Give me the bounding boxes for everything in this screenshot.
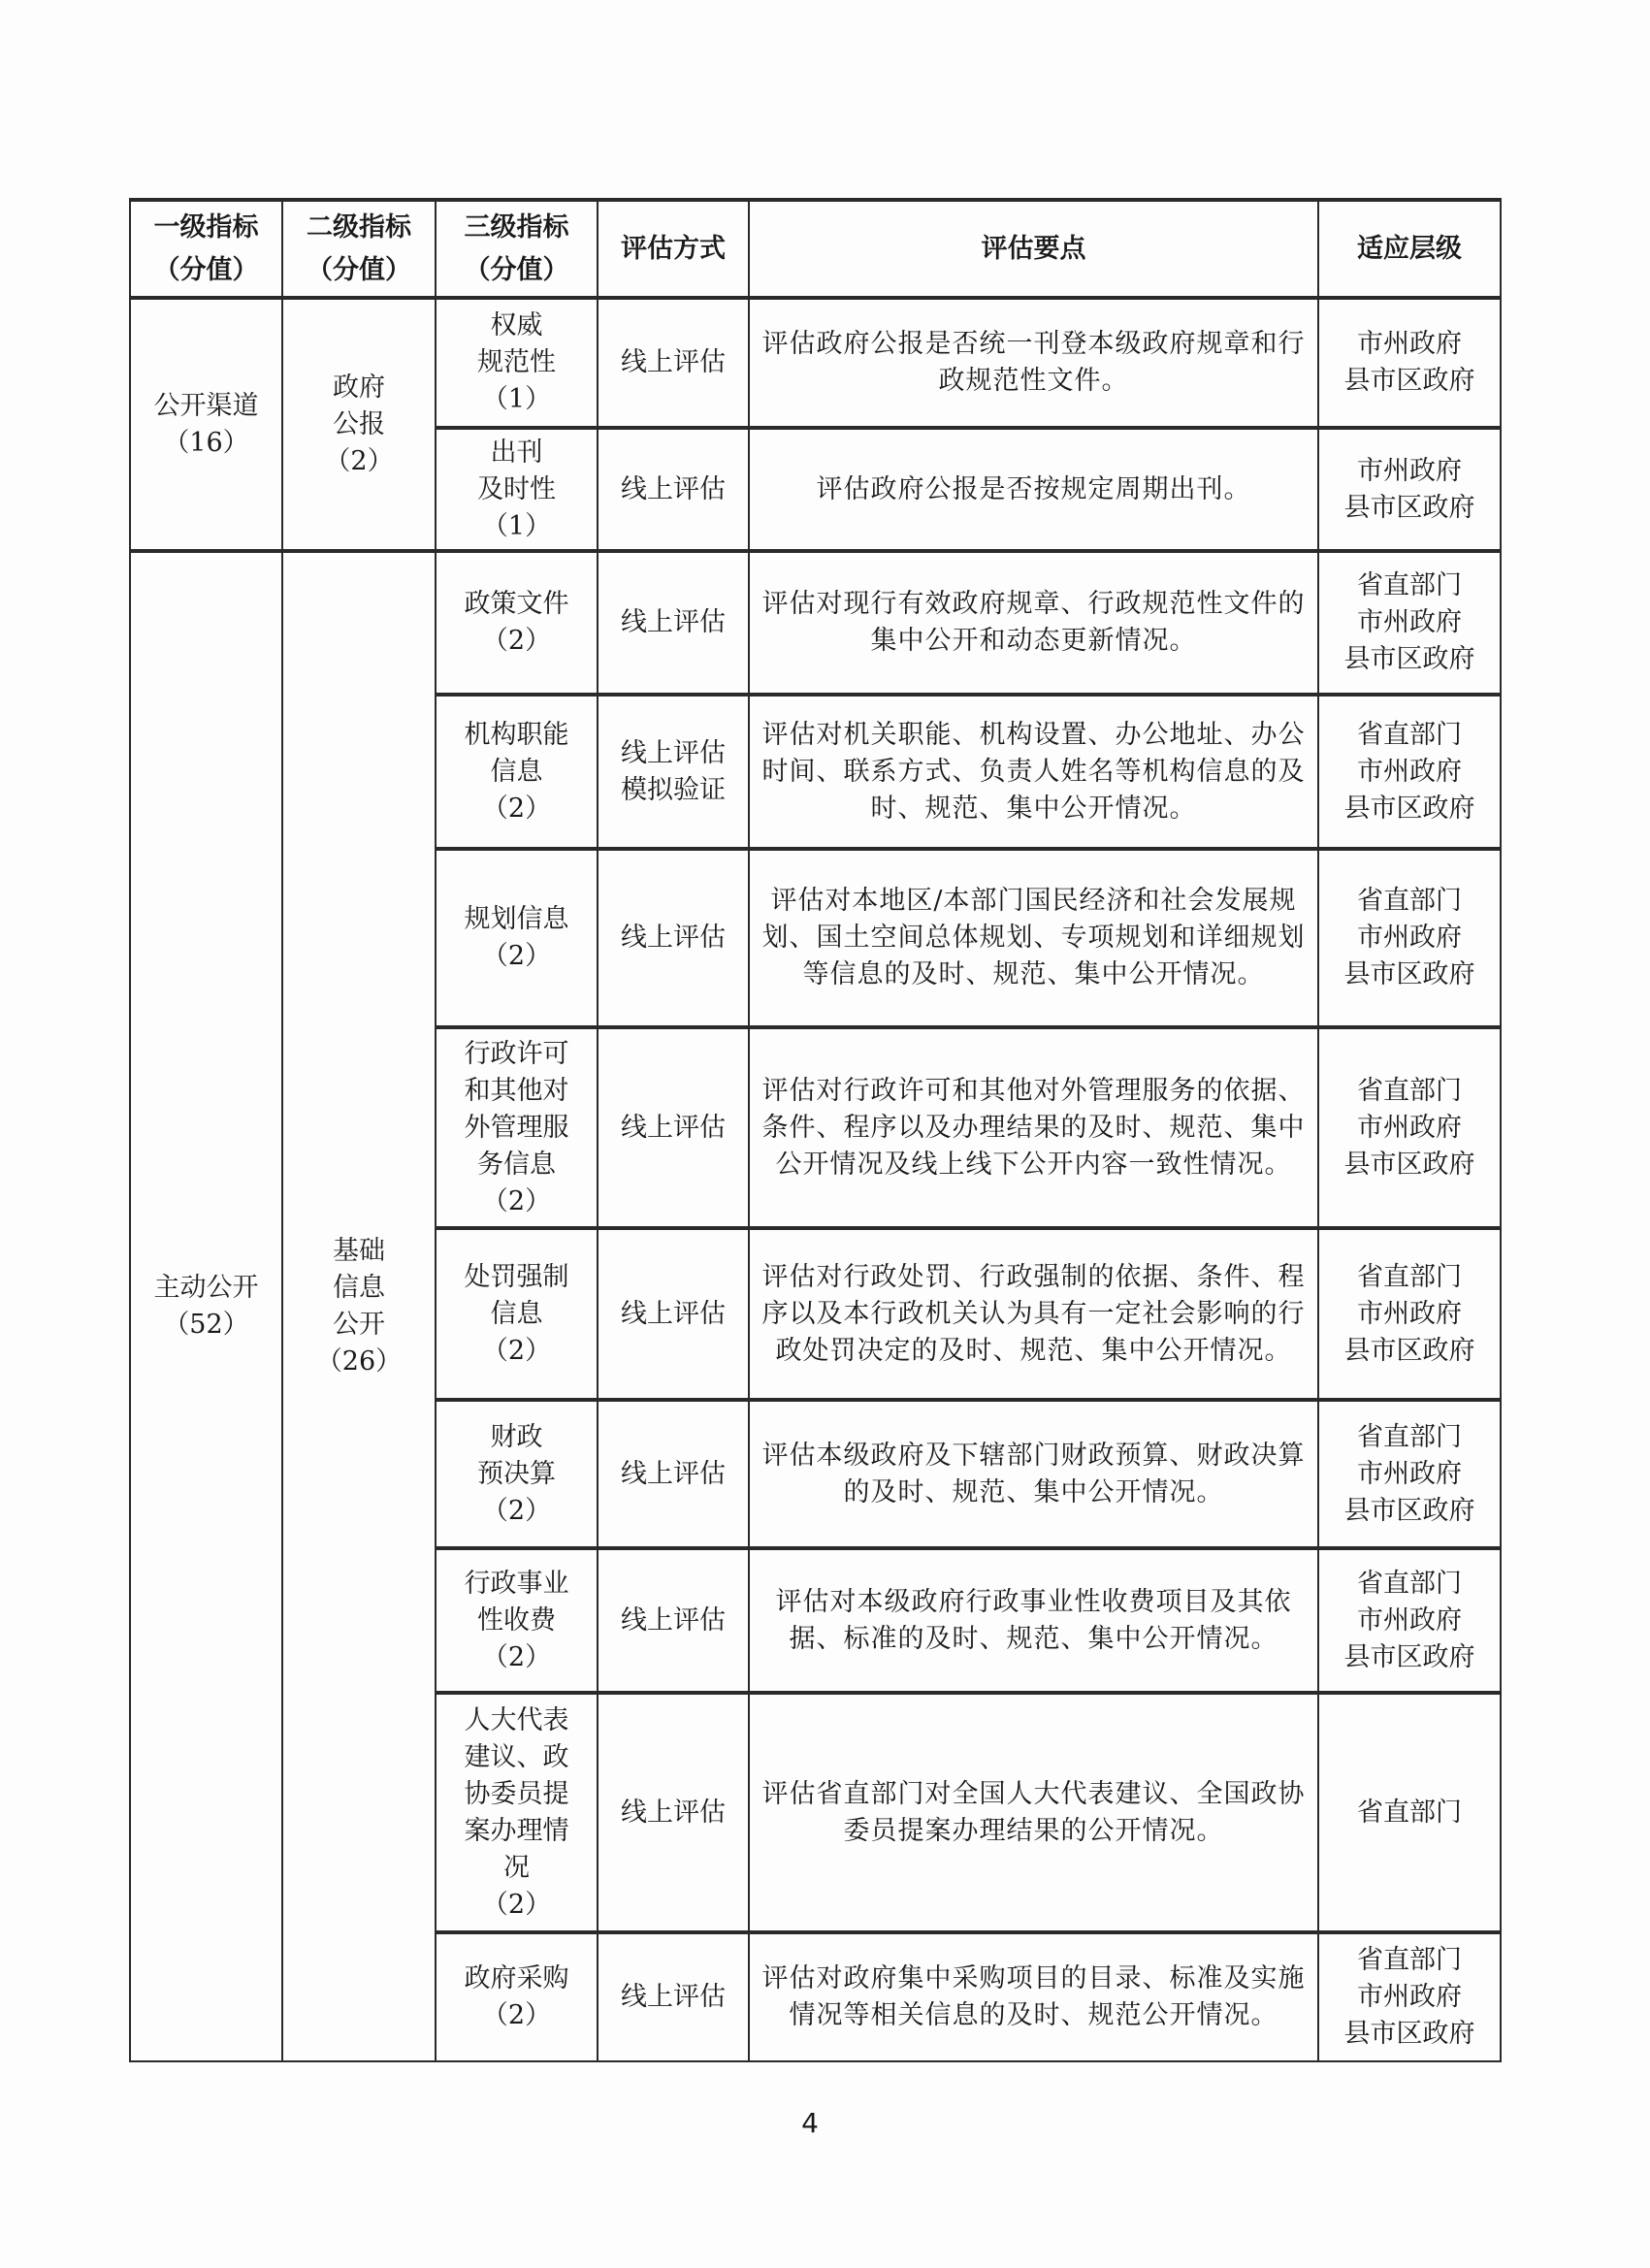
- level3-line: 政策文件: [464, 589, 569, 619]
- applicable-level-cell: [1318, 695, 1501, 849]
- method-line: 线上评估: [621, 473, 726, 504]
- method-line: 线上评估: [621, 1797, 726, 1828]
- method-line: 线上评估: [621, 1112, 726, 1143]
- level3-line: （2）: [481, 2000, 552, 2030]
- level3-line: 信息: [490, 1298, 543, 1329]
- applicable-level-cell: [1318, 428, 1501, 551]
- level3-indicator-cell: [436, 551, 598, 695]
- level3-line: （2）: [481, 1495, 552, 1526]
- applicable-level-item: 县市区政府: [1343, 1495, 1475, 1526]
- level3-line: （1）: [481, 510, 552, 541]
- evaluation-method-cell: [598, 695, 749, 849]
- applicable-level-cell: [1318, 551, 1501, 695]
- evaluation-index-table: [129, 198, 1502, 2062]
- level3-line: 权威: [490, 310, 543, 340]
- level2-indicator-cell: [282, 298, 436, 551]
- evaluation-points-cell: 评估对政府集中采购项目的目录、标准及实施情况等相关信息的及时、规范公开情况。: [749, 1932, 1318, 2061]
- level3-indicator-cell: [436, 428, 598, 551]
- evaluation-points-cell: 评估对行政许可和其他对外管理服务的依据、条件、程序以及办理结果的及时、规范、集中公开情况及线上线下公开内容一致性情况。: [749, 1027, 1318, 1228]
- header-text: 一级指标: [153, 211, 259, 243]
- level3-indicator-cell: [436, 1932, 598, 2061]
- applicable-level-item: 县市区政府: [1343, 1335, 1475, 1366]
- applicable-level-cell: [1318, 1932, 1501, 2061]
- method-line: 线上评估: [621, 1604, 726, 1636]
- evaluation-method-cell: [598, 428, 749, 551]
- level3-line: （2）: [481, 1889, 552, 1920]
- method-line: 线上评估: [621, 1458, 726, 1489]
- level3-line: 信息: [490, 756, 543, 787]
- method-line: 线上评估: [621, 1982, 726, 2012]
- evaluation-method-cell: [598, 1027, 749, 1228]
- level3-line: （2）: [481, 793, 552, 824]
- header-text: 评估要点: [981, 233, 1086, 264]
- header-level3: [436, 200, 598, 298]
- evaluation-points-cell: 评估对行政处罚、行政强制的依据、条件、程序以及本行政机关认为具有一定社会影响的行政处罚决定的及时、规范、集中公开情况。: [749, 1228, 1318, 1400]
- applicable-level-item: 市州政府: [1357, 1982, 1462, 2012]
- method-line: 线上评估: [621, 923, 726, 953]
- evaluation-points-cell: 评估对本地区/本部门国民经济和社会发展规划、国土空间总体规划、专项规划和详细规划等信息的及时、规范、集中公开情况。: [749, 849, 1318, 1027]
- header-text: 适应层级: [1357, 233, 1462, 264]
- applicable-level-item: 市州政府: [1357, 1604, 1462, 1636]
- method-line: 线上评估: [621, 737, 726, 768]
- applicable-level-cell: [1318, 298, 1501, 428]
- table-row: [130, 298, 1501, 428]
- header-applicable-level: [1318, 200, 1501, 298]
- applicable-level-item: 县市区政府: [1343, 793, 1475, 824]
- applicable-level-item: 市州政府: [1357, 1298, 1462, 1329]
- level3-indicator-cell: [436, 1693, 598, 1932]
- level2-name-line: 基础: [333, 1236, 385, 1266]
- level1-name: 公开渠道: [153, 390, 259, 421]
- applicable-level-item: 县市区政府: [1343, 1149, 1475, 1180]
- applicable-level-item: 省直部门: [1357, 719, 1462, 750]
- level3-line: 行政事业: [464, 1568, 569, 1599]
- header-text: 二级指标: [307, 211, 411, 243]
- table-row: [130, 551, 1501, 695]
- header-subtext: （分值）: [307, 254, 411, 285]
- evaluation-points-cell: 评估对本级政府行政事业性收费项目及其依据、标准的及时、规范、集中公开情况。: [749, 1548, 1318, 1693]
- level3-line: 规范性: [477, 347, 556, 377]
- applicable-level-cell: [1318, 1027, 1501, 1228]
- applicable-level-item: 县市区政府: [1343, 2019, 1475, 2049]
- applicable-level-item: 市州政府: [1357, 1112, 1462, 1143]
- applicable-level-item: 市州政府: [1357, 455, 1462, 486]
- applicable-level-item: 县市区政府: [1343, 366, 1475, 396]
- applicable-level-cell: [1318, 849, 1501, 1027]
- level3-line: 行政许可: [464, 1038, 569, 1069]
- evaluation-method-cell: [598, 1548, 749, 1693]
- applicable-level-item: 省直部门: [1357, 1075, 1462, 1106]
- level3-line: 建议、政: [464, 1741, 569, 1772]
- evaluation-points-cell: 评估本级政府及下辖部门财政预算、财政决算的及时、规范、集中公开情况。: [749, 1400, 1318, 1548]
- level2-indicator-cell: [282, 551, 436, 2061]
- evaluation-method-cell: [598, 1693, 749, 1932]
- evaluation-method-cell: [598, 849, 749, 1027]
- header-text: 评估方式: [621, 233, 726, 264]
- level3-line: 处罚强制: [464, 1261, 569, 1292]
- level3-line: （2）: [481, 1185, 552, 1216]
- applicable-level-item: 省直部门: [1357, 886, 1462, 916]
- page-number: 4: [801, 2107, 819, 2139]
- level1-name: 主动公开: [153, 1273, 259, 1303]
- evaluation-method-cell: [598, 1228, 749, 1400]
- table-body: [130, 298, 1501, 2061]
- level3-line: 外管理服: [464, 1112, 569, 1143]
- header-text: 三级指标: [464, 211, 569, 243]
- evaluation-method-cell: [598, 298, 749, 428]
- evaluation-points-cell: 评估对现行有效政府规章、行政规范性文件的集中公开和动态更新情况。: [749, 551, 1318, 695]
- level3-line: 财政: [490, 1421, 543, 1452]
- applicable-level-item: 省直部门: [1357, 1945, 1462, 1975]
- applicable-level-cell: [1318, 1228, 1501, 1400]
- header-level2: [282, 200, 436, 298]
- level3-line: （2）: [481, 1335, 552, 1366]
- applicable-level-item: 市州政府: [1357, 607, 1462, 637]
- level1-indicator-cell: [130, 551, 282, 2061]
- applicable-level-item: 省直部门: [1357, 1797, 1462, 1828]
- header-subtext: （分值）: [153, 254, 259, 285]
- evaluation-points-cell: 评估政府公报是否按规定周期出刊。: [749, 428, 1318, 551]
- applicable-level-cell: [1318, 1693, 1501, 1932]
- level2-score: （2）: [324, 445, 394, 476]
- level1-score: （52）: [163, 1310, 249, 1340]
- level2-name-line: 政府: [333, 372, 385, 403]
- level3-indicator-cell: [436, 849, 598, 1027]
- applicable-level-item: 市州政府: [1357, 923, 1462, 953]
- level2-name-line: 公报: [333, 408, 385, 439]
- header-row: [130, 200, 1501, 298]
- level3-indicator-cell: [436, 1027, 598, 1228]
- applicable-level-item: 市州政府: [1357, 329, 1462, 359]
- applicable-level-item: 市州政府: [1357, 1458, 1462, 1489]
- evaluation-points-cell: 评估省直部门对全国人大代表建议、全国政协委员提案办理结果的公开情况。: [749, 1693, 1318, 1932]
- level3-line: 况: [503, 1852, 530, 1883]
- applicable-level-item: 县市区政府: [1343, 1641, 1475, 1672]
- level3-line: 出刊: [490, 437, 543, 468]
- method-line: 模拟验证: [621, 774, 726, 805]
- level3-line: （2）: [481, 626, 552, 656]
- level2-name-line: 信息: [333, 1273, 385, 1303]
- level2-score: （26）: [315, 1346, 403, 1377]
- level3-indicator-cell: [436, 1228, 598, 1400]
- method-line: 线上评估: [621, 347, 726, 377]
- applicable-level-item: 县市区政府: [1343, 959, 1475, 989]
- evaluation-method-cell: [598, 1400, 749, 1548]
- level3-line: 和其他对: [464, 1075, 569, 1106]
- evaluation-method-cell: [598, 1932, 749, 2061]
- level3-line: 及时性: [477, 473, 556, 504]
- applicable-level-cell: [1318, 1400, 1501, 1548]
- header-points: [749, 200, 1318, 298]
- header-level1: [130, 200, 282, 298]
- level3-line: （2）: [481, 1641, 552, 1672]
- evaluation-points-cell: 评估对机关职能、机构设置、办公地址、办公时间、联系方式、负责人姓名等机构信息的及时、规范、集中公开情况。: [749, 695, 1318, 849]
- applicable-level-item: 县市区政府: [1343, 644, 1475, 674]
- method-line: 线上评估: [621, 607, 726, 637]
- evaluation-points-cell: 评估政府公报是否统一刊登本级政府规章和行政规范性文件。: [749, 298, 1318, 428]
- level3-line: 协委员提: [464, 1778, 569, 1809]
- header-subtext: （分值）: [464, 254, 569, 285]
- level3-line: （2）: [481, 941, 552, 971]
- evaluation-method-cell: [598, 551, 749, 695]
- method-line: 线上评估: [621, 1298, 726, 1329]
- level3-indicator-cell: [436, 1400, 598, 1548]
- applicable-level-item: 省直部门: [1357, 570, 1462, 600]
- level3-line: 案办理情: [464, 1815, 569, 1846]
- level1-indicator-cell: [130, 298, 282, 551]
- level2-name-line: 公开: [333, 1310, 385, 1340]
- level3-line: 预决算: [477, 1458, 556, 1489]
- level3-line: 政府采购: [464, 1963, 569, 1993]
- level3-line: 务信息: [477, 1149, 556, 1180]
- level3-line: 机构职能: [464, 719, 569, 750]
- level3-line: 性收费: [477, 1604, 556, 1636]
- applicable-level-item: 市州政府: [1357, 756, 1462, 787]
- applicable-level-item: 省直部门: [1357, 1421, 1462, 1452]
- applicable-level-item: 县市区政府: [1343, 492, 1475, 523]
- applicable-level-item: 省直部门: [1357, 1261, 1462, 1292]
- level3-line: 规划信息: [464, 904, 569, 934]
- applicable-level-item: 省直部门: [1357, 1568, 1462, 1599]
- level3-line: （1）: [481, 384, 552, 414]
- level3-indicator-cell: [436, 695, 598, 849]
- level3-line: 人大代表: [464, 1704, 569, 1735]
- level1-score: （16）: [163, 427, 249, 458]
- applicable-level-cell: [1318, 1548, 1501, 1693]
- level3-indicator-cell: [436, 298, 598, 428]
- level3-indicator-cell: [436, 1548, 598, 1693]
- header-method: [598, 200, 749, 298]
